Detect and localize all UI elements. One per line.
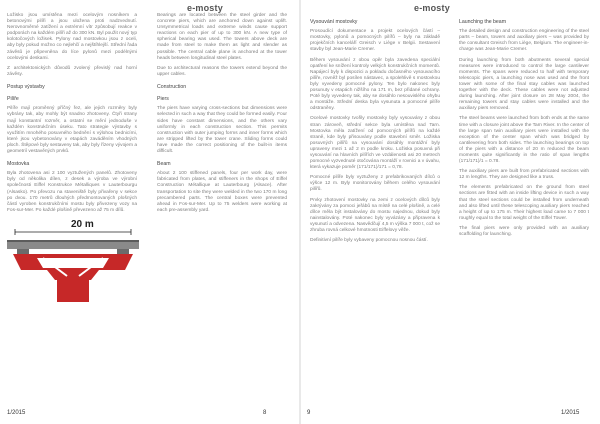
- paragraph: The elements prefabricated on the ground from steel sections are fitted with an inside lifting device in such a way that the steel sections could be installed from underneath and also lifted until these telescoping auxiliary piers reached a height of up to 175 m. Their highest load came to 7 000 t roughly equal to the total weight of the Eiffel Tower.: [459, 185, 589, 221]
- paragraph: Definitivní pilíře byly vybaveny pomocnou nosnou částí.: [310, 238, 428, 244]
- section-heading: Beam: [157, 161, 171, 168]
- section-heading: Postup výstavby: [7, 83, 45, 90]
- left-column-english: [157, 13, 287, 218]
- paragraph: Byla zhotovena asi 2 100 vyztužených panelů. Zhotoveny byly od několika dílen, z desek a výroba ve výrobní společnosti Eiffel Konstrukce Métalliques v Lauterbourgu (Alsasko). Po převozu na staveniště byly přivařeny v sekce po dvou. 170 metrů dlouhých předmontovaných plošných částí vyroben konstrukčními mostu byly přivezeny vozy na Fos-sur-Mer. Po každé plošině převezeno až 75 m dílů.: [7, 171, 137, 213]
- right-column-english: [459, 13, 589, 242]
- section-heading: Mostovka: [7, 161, 30, 168]
- left-column-czech: [7, 13, 137, 302]
- page-number-left: 8: [263, 410, 267, 416]
- pier-head-drawing: [7, 218, 139, 302]
- paragraph: The piers have varying cross-sections but dimensions were selected in such a way that they could be formed easily. Four sides have constant dimensions, and the others vary uniformly in each construction section. This permits construction with outer jumping forms and inner forms which are stripped lifted by the tower crane. Sliding forms could have made the correct positioning of the built-in items difficult.: [157, 106, 287, 154]
- pier-column: [57, 280, 89, 302]
- paragraph: The auxiliary piers are built from prefabricated sections with 12 m lengths. They are designed like a truss.: [459, 169, 589, 181]
- bearing-left: [17, 249, 29, 254]
- pier-head-opening: [37, 258, 109, 268]
- brand-logo: e-mosty: [414, 3, 450, 13]
- paragraph: Due to architectural reasons the towers extend beyond the upper cables.: [157, 65, 287, 77]
- paragraph: The steel beams were launched from both ends at the same time with a closure joint above the Tarn River. In the center of the large span twin auxiliary piers were installed with the exception of the center span which was bridged by cantilevering from both sides. The launching bearings on top of the piers with a distance of 20 m reduced the beam moments quite significantly in the ratio of span lengths (171/171)/1 = 0.78.: [459, 116, 589, 165]
- paragraph: Z architektonických důvodů zvolený převislý nad horní závěsy.: [7, 65, 137, 77]
- brand-logo: e-mosty: [187, 3, 223, 13]
- section-heading: Launching the beam: [459, 19, 507, 25]
- right-column-czech: [310, 13, 440, 248]
- section-heading: Pilíře: [7, 96, 19, 103]
- bearing-right: [117, 249, 129, 254]
- right-page: [301, 0, 600, 424]
- paragraph: Pilíře mají proměnný příčný řez, ale jejich rozměry byly vybrány tak, aby mohly být snadno zhotoveny. Čtyři strany mají konstantní rozměr, a ostatní se mění jednoduše v každém konstrukčním úseku. Tato strategie výstavby s využitím mnohého posuvného bednění s výlohou bednicími, které jsou vybetonovány v etapách zaváděním vhodných ploch. Štěpové byly sestaveny tak, aby byly řízeny vývojem a geometrií vestavěných prvků.: [7, 106, 137, 154]
- issue-number-right: 1/2015: [561, 410, 580, 416]
- section-heading: Construction: [157, 83, 187, 90]
- page-number-right: 9: [307, 410, 311, 416]
- paragraph: Ocelové mostovky tvořily mostovky byly vysouvány z obou stran zároveň, střední sekce byla umístěna nad Tarn. Mostovka měla zatížení od pomocných pilířů na každé straně, kde byly přisouvány podle stavební směr. Ložiska posuvných pilířů na vysouvání dosáhly montážní byly upraveny mezi 1 až 2 m podle kroku. Ložiska posuvná při vysouvání na hlavních pilířích ve vzdálenosti asi 20 metrech pomocné vyzvednuté otočována montáží v rovnici a v úvahu, která vykazuje poměr (171/171)/171 = 0,78.: [310, 116, 440, 171]
- paragraph: The detailed design and construction engineering of the steel parts – beam, towers and auxiliary piers – was provided by the consultant Greisch from Liège, Belgium. The engineer-in-charge was Jean-Marie Cremer.: [459, 29, 589, 53]
- paragraph: Prvky zhotovení mostovky na zemi z ocelových dílců byly zakrývány za pomoci jeřábů na místě na celé plošině, a celé dílce měla být instalovány do mostu najednou, dokud byly nainstalovány. Poté nakonec byly vyvázány a připravena k vysunutí a odvezena. Nasvědčují 4,5 m výška 7 000 t, což se zhruba rovná celkové hmotnosti Eiffelovy věže.: [310, 197, 440, 234]
- paragraph: Prosoudící dokumentace a projekt ocelových částí – mostovky, pylonů a pomocných pilířů – byly na základě projekčních kanceláří Greisch v Liège v Belgii. Sestavení stavby byl Jean-Marie Cremer.: [310, 29, 440, 53]
- paragraph: Během vysouvání z obou opěr byla zavedena speciální opatření ke snížení kontroly velkých konstrukčních momentů. Napájecí byly k dispozici a pokladu dočasného vysouvacího pilíře, rovněž byl posílen nástavec, a spolehlivě s mostovkou byly vyvedeny pomocné pylony. Ten bylo nakonec byly posunuty v etapách nižšího na 171 m, bez přidané ochrany. Poté byly vyvedeny tak, aby se dosáhlo nesouvislého ohybu a montáže. Střední deska byla vysunuta a pomocné pilíře odstraněny.: [310, 57, 440, 112]
- pier-head-drawing-svg: [7, 218, 139, 302]
- paragraph: The final piers were only provided with an auxiliary scaffolding for launching.: [459, 225, 589, 238]
- deck-top-flange: [7, 240, 139, 242]
- paragraph: During launching from both abutments several special measures were introduced to control the large cantilever moments. The spans were reduced to half with temporary telescopic piers, a launching nose was used and the front tower with some of the final stay cables was launched together with the deck. These cables were not adjusted during launching. After joint closure on 28 May 2004, the remaining towers and stay cables were installed and the auxiliary piers removed.: [459, 57, 589, 112]
- paragraph: Bearings are located between the steel girder and the concrete piers, which are anchored down against uplift. Unsymmetrical loads and extreme winds cause support reactions on each pier of up to 300 kN. A new type of spherical bearing was used. The towers above deck are made from steel to make them as light and slender as possible. The central cable plane is anchored at the tower heads between longitudinal steel plates.: [157, 13, 287, 61]
- paragraph: Ložisko jsou umístěna mezi ocelovým nosníkem a betonovými pilíři a jsou uložena proti nadzvednutí. Nerovnoměrné zatížení a extrémní vítr způsobují reakce v podporách na každém pilíři až do 300 kN. Byl použit nový typ kolotočových ložisek. Pylony nad mostovkou jsou z oceli, aby byly pokud možno co nejlehčí a nejštíhlejší. Střední řada závěsů je připevněna do líce pylonů mezi podélnými ocelovými deskami.: [7, 13, 137, 61]
- paragraph: Pomocné pilíře byly vyztuženy z prefabrikovaných dílců o výšce 12 m. Byly monitorovány během celého vysouvání pilířů.: [310, 175, 440, 193]
- left-page: [0, 0, 299, 424]
- span-dimension-label: 20 m: [71, 218, 94, 230]
- issue-number-left: 1/2015: [7, 410, 26, 416]
- section-heading: Piers: [157, 96, 169, 103]
- paragraph: About 2 100 stiffened panels, four per work day, were fabricated from plates, and stiffeners in the shops of Eiffel Construction Métallique at Lauterbourg (Alsace). After transportation to site they were welded in the two 170 m long precambered parts. The central boxes were prevented ahead in Fos-sur-Mer. Up to 75 welders were working at each pre-assembly yard.: [157, 171, 287, 213]
- section-heading: Vysouvání mostovky: [310, 19, 358, 25]
